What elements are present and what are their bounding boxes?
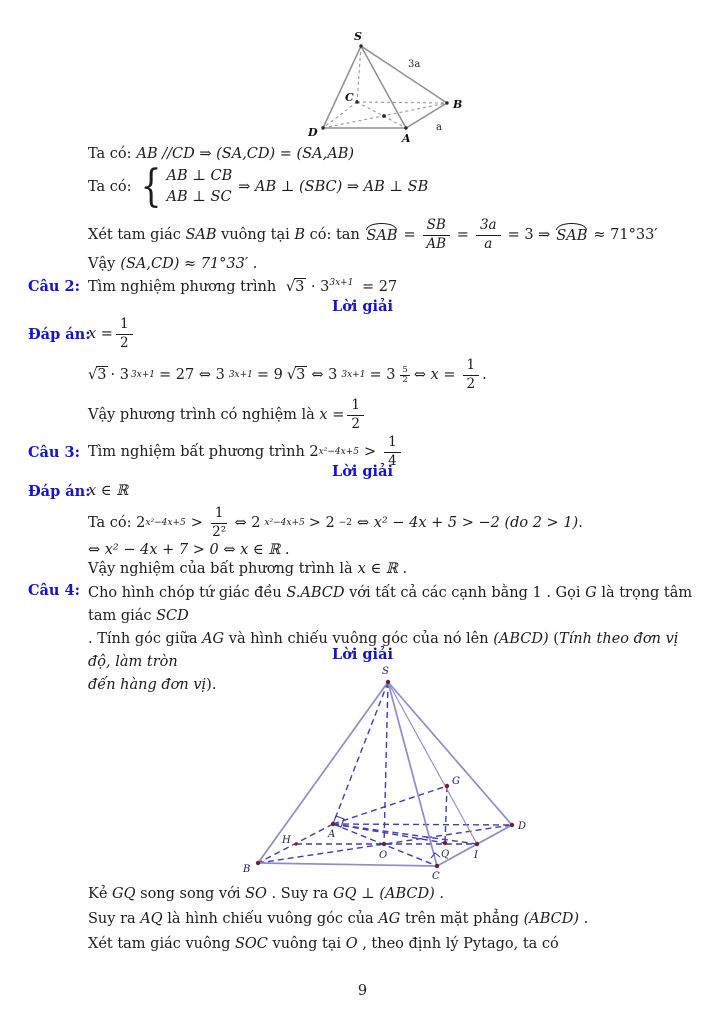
fig2-label-S: S [382, 666, 389, 677]
exponent: 3x+1 [329, 278, 354, 288]
fig1-edge-label-3a: 3a [408, 59, 421, 70]
fraction-1-2 [116, 317, 133, 350]
fig1-label-B: B [453, 98, 463, 111]
greater-than: > [363, 444, 377, 460]
math-o: O [345, 936, 358, 952]
fig2-label-I: I [474, 850, 478, 861]
exponent-fraction-5-2 [400, 366, 409, 385]
text: Cho hình chóp tứ giác đều [88, 585, 282, 601]
math-b: B [294, 227, 306, 243]
text: Xét tam giác vuông [88, 936, 231, 952]
text: Xét tam giác [88, 227, 181, 243]
question-label-cau2: Câu 2: [28, 278, 80, 295]
figure-pyramid-2 [230, 662, 530, 887]
math-text: = 3 ⇒ [507, 227, 551, 243]
fig1-edge-label-a: a [436, 122, 442, 133]
text-prefix: Vậy [88, 256, 116, 272]
math-soc: SOC [234, 936, 268, 952]
fraction-sb-ab [423, 218, 450, 251]
numerator: 5 [402, 364, 408, 375]
math-sabcd: S.ABCD [286, 585, 345, 601]
math: ⇔ x = [413, 367, 456, 383]
denominator: 2 [466, 375, 476, 392]
cau2-question [88, 278, 397, 295]
loi-giai-heading-4: Lời giải [332, 646, 393, 663]
cau4-sol-line2 [88, 911, 588, 927]
math-rhs: = 27 [362, 278, 398, 295]
math-x-equals: x = [319, 407, 345, 423]
fraction-3a-a [476, 218, 501, 251]
fig1-label-C: C [345, 91, 354, 104]
cau3-line1 [88, 502, 583, 544]
text-prefix: Vậy nghiệm của bất phương trình là [88, 561, 353, 577]
cau3-line2: ⇔ x² − 4x + 7 > 0 ⇔ x ∈ ℝ . [88, 542, 290, 558]
math-sab: SAB [185, 227, 217, 243]
fig2-solid-edges [258, 682, 512, 866]
fraction-1-2 [463, 358, 480, 391]
text: vuông tại [221, 227, 290, 243]
text: có: tan [309, 227, 360, 243]
fraction-1-2 [347, 398, 364, 431]
cau3-answer: x ∈ ℝ [88, 483, 129, 499]
cases-body [167, 166, 233, 208]
math: ⇔ 2 [234, 515, 261, 531]
text: Kẻ [88, 886, 108, 902]
math: GQ ⊥ (ABCD) . [333, 886, 445, 902]
cau2-answer [88, 315, 136, 353]
line-ta-co-cases [88, 161, 429, 213]
text-prefix: Ta có: [88, 179, 132, 195]
cau2-solution-line [88, 354, 487, 396]
exponent: 3x+1 [341, 370, 366, 380]
math: (ABCD) . [523, 911, 589, 927]
text-prefix: Ta có: [88, 515, 132, 531]
text: Tìm nghiệm phương trình [88, 278, 277, 295]
math-base: 2 [309, 444, 319, 460]
numerator: 1 [347, 398, 364, 415]
exponent: x²−4x+5 [264, 518, 305, 528]
exponent: x²−4x+5 [318, 447, 359, 457]
exponent: −2 [338, 518, 352, 528]
angle-hat-sab: SAB [556, 228, 588, 244]
fig2-label-C: C [432, 871, 440, 882]
answer-label-cau3: Đáp án: [28, 483, 91, 500]
math: x ∈ ℝ . [357, 561, 408, 577]
cau3-line3 [88, 561, 407, 577]
math: > 2 [308, 515, 335, 531]
fig2-label-G: G [452, 776, 460, 787]
cau4-sol-line3 [88, 936, 559, 952]
period: . [482, 367, 487, 383]
math-scd: SCD [156, 608, 189, 624]
text: là trọng tâm tam giác [88, 585, 693, 624]
text-prefix: Ta có: [88, 146, 132, 162]
text: Tìm nghiệm bất phương trình [88, 444, 305, 460]
numerator: SB [423, 218, 450, 235]
angle-value: ≈ 71°33′ [593, 227, 658, 243]
math: · 3 [110, 367, 129, 383]
numerator: 3a [476, 218, 501, 235]
line-xet-tam-giac [88, 214, 658, 256]
math-base: · 3 [310, 278, 330, 295]
paren: ( [553, 631, 559, 647]
sqrt-3: √3 [285, 278, 305, 295]
math-expression: ⇒ AB ⊥ (SBC) ⇒ AB ⊥ SB [238, 179, 429, 195]
text: với tất cả các cạnh bằng 1 . Gọi [349, 585, 581, 601]
italic-note: đến hàng đơn vị [88, 677, 207, 693]
figure-pyramid-1 [298, 20, 478, 145]
page-number: 9 [357, 983, 368, 999]
math-expression: (SA,CD) ≈ 71°33′ . [120, 256, 258, 272]
denominator: 2 [402, 374, 408, 385]
sqrt-3: √3 [286, 367, 306, 383]
cau2-conclusion [88, 394, 367, 436]
equals: = [456, 227, 469, 243]
radicand: 3 [296, 367, 306, 383]
radicand: 3 [295, 278, 305, 295]
exponent: 3x+1 [228, 370, 253, 380]
greater-than: > [190, 515, 203, 531]
fig1-vertex-dots [321, 44, 448, 129]
text: vuông tại [272, 936, 342, 952]
fraction-1-4 [211, 506, 228, 539]
exponent: 3x+1 [130, 370, 156, 380]
text: và hình chiếu vuông góc của nó lên [228, 631, 489, 647]
text: là hình chiếu vuông góc của [167, 911, 374, 927]
math-ag: AG [202, 631, 225, 647]
fig2-label-Q: Q [441, 849, 450, 860]
italic-note: Tính theo đơn vị độ, làm tròn [88, 631, 679, 670]
exponent: x²−4x+5 [145, 518, 186, 528]
line-ta-co-1 [88, 146, 354, 162]
math-x-equals: x = [88, 326, 113, 342]
math-aq: AQ [140, 911, 163, 927]
denominator: a [484, 235, 493, 252]
sqrt-3: √3 [88, 367, 107, 383]
cases-brace: { [140, 161, 162, 213]
numerator: 1 [211, 506, 228, 523]
fig2-label-O: O [379, 850, 388, 861]
denominator: 4 [388, 452, 397, 469]
angle-hat-sab: SAB [366, 228, 398, 244]
text: song song với [140, 886, 241, 902]
cau4-question-line1 [88, 582, 700, 628]
text: . Suy ra [271, 886, 329, 902]
line-vay-1 [88, 256, 257, 272]
fig2-vertex-dots [256, 680, 514, 868]
fig1-label-A: A [402, 132, 411, 145]
math: = 27 ⇔ 3 [159, 367, 225, 383]
math: = 9 [256, 367, 283, 383]
denominator: 2 [351, 415, 360, 432]
math: = 3 [369, 367, 396, 383]
case-1: AB ⊥ CB [166, 167, 233, 184]
math-so: SO [245, 886, 267, 902]
numerator: 1 [463, 358, 480, 375]
numerator: 1 [116, 317, 133, 334]
text: Vậy phương trình có nghiệm là [88, 407, 315, 423]
numerator: 1 [384, 435, 401, 452]
loi-giai-heading-3: Lời giải [332, 463, 393, 480]
fig2-label-B: B [243, 864, 251, 875]
text: , theo định lý Pytago, ta có [362, 936, 559, 952]
question-label-cau3: Câu 3: [28, 444, 80, 461]
math: ⇔ x² − 4x + 5 > −2 (do 2 > 1). [356, 515, 583, 531]
fig2-label-A: A [328, 829, 336, 840]
fig1-label-D: D [308, 126, 318, 139]
denominator: AB [426, 235, 447, 252]
case-2: AB ⊥ SC [166, 189, 232, 205]
denominator: 2 [119, 334, 129, 351]
loi-giai-heading-2: Lời giải [332, 298, 393, 315]
denominator: 2² [212, 523, 227, 540]
text: trên mặt phẳng [404, 911, 519, 927]
cau4-sol-line1 [88, 886, 444, 902]
answer-label-cau2: Đáp án: [28, 326, 91, 343]
equals: = [403, 227, 416, 243]
text: . Tính góc giữa [88, 631, 198, 647]
math: ⇔ 3 [311, 367, 338, 383]
math-gq: GQ [112, 886, 136, 902]
math-ag: AG [378, 911, 401, 927]
radicand: 3 [97, 367, 107, 383]
text: Suy ra [88, 911, 136, 927]
math-expression: AB //CD ⇒ (SA,CD) = (SA,AB) [136, 146, 355, 162]
fig2-label-H: H [282, 835, 291, 846]
math-abcd: (ABCD) [493, 631, 549, 647]
fig1-label-S: S [354, 30, 362, 43]
paren-close: ). [206, 677, 217, 693]
math-g: G [585, 585, 597, 601]
math-base: 2 [136, 515, 146, 531]
fig2-label-D: D [518, 821, 527, 832]
question-label-cau4: Câu 4: [28, 582, 80, 599]
